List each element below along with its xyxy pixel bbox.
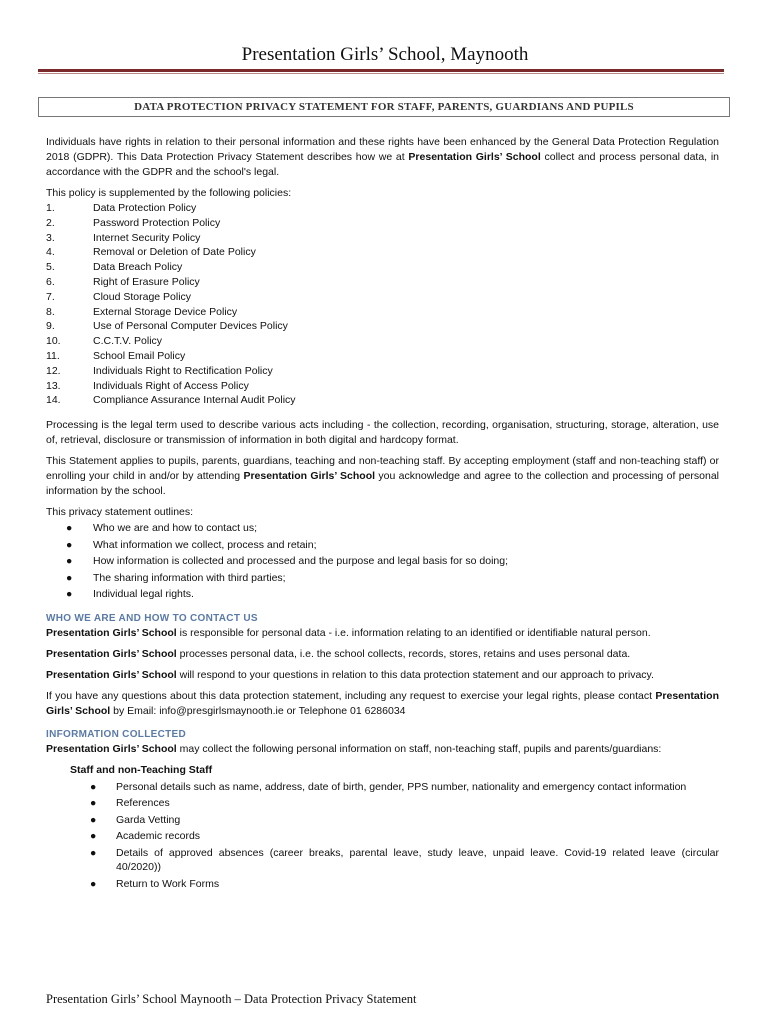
contact-heading: WHO WE ARE AND HOW TO CONTACT US bbox=[46, 612, 258, 624]
policy-item bbox=[46, 364, 719, 379]
policy-item bbox=[46, 260, 719, 275]
policy-item bbox=[46, 275, 719, 290]
policy-number: 8. bbox=[46, 305, 55, 318]
policy-item bbox=[46, 245, 719, 260]
bullet-icon: ● bbox=[90, 846, 97, 859]
policy-label: Right of Erasure Policy bbox=[93, 275, 200, 288]
policy-item bbox=[46, 349, 719, 364]
policy-label: Individuals Right to Rectification Policy bbox=[93, 364, 273, 377]
staff-info-item bbox=[70, 877, 719, 892]
policy-label: Compliance Assurance Internal Audit Policy bbox=[93, 394, 296, 407]
staff-info-text: References bbox=[116, 797, 170, 810]
applies-text-end: you acknowledge and agree to the collection and processing of personal information by the school. bbox=[46, 470, 719, 498]
staff-info-item bbox=[70, 780, 719, 795]
collected-text: may collect the following personal information on staff, non-teaching staff, pupils and parents/guardians: bbox=[176, 742, 662, 755]
outline-text: Individual legal rights. bbox=[93, 588, 194, 601]
policy-label: Cloud Storage Policy bbox=[93, 290, 192, 303]
policy-number: 12. bbox=[46, 364, 61, 377]
outline-text: The sharing information with third parties; bbox=[93, 571, 286, 584]
policy-label: Use of Personal Computer Devices Policy bbox=[93, 320, 288, 333]
policy-item bbox=[46, 201, 719, 216]
policy-number: 3. bbox=[46, 231, 55, 244]
contact-text: processes personal data, i.e. the school collects, records, stores, retains and uses personal data. bbox=[176, 647, 631, 660]
policy-label: Password Protection Policy bbox=[93, 216, 221, 229]
policy-label: C.C.T.V. Policy bbox=[93, 335, 163, 348]
policy-label: Data Protection Policy bbox=[93, 202, 197, 214]
contact-details: by Email: info@presgirlsmaynooth.ie or Telephone 01 6286034 bbox=[110, 704, 406, 717]
policy-label: School Email Policy bbox=[93, 349, 186, 362]
outline-item bbox=[46, 586, 719, 603]
policy-number: 11. bbox=[46, 349, 60, 362]
statement-title-box: DATA PROTECTION PRIVACY STATEMENT FOR STAFF, PARENTS, GUARDIANS AND PUPILS bbox=[38, 97, 730, 117]
intro-text: Individuals have rights in relation to their personal information and these rights have been enhanced by the General Data Protection Regulation 2018 (GDPR). This Data Protection Privacy Statement describes how we at bbox=[46, 136, 719, 163]
bullet-icon: ● bbox=[66, 571, 73, 584]
policy-label: Individuals Right of Access Policy bbox=[93, 379, 249, 392]
outline-lead: This privacy statement outlines: bbox=[46, 506, 194, 519]
policy-label: Removal or Deletion of Date Policy bbox=[93, 246, 256, 259]
bullet-icon: ● bbox=[90, 830, 97, 843]
policy-number: 9. bbox=[46, 320, 55, 333]
collected-heading: INFORMATION COLLECTED bbox=[46, 728, 186, 740]
policies-lead: This policy is supplemented by the following policies: bbox=[46, 187, 292, 199]
staff-info-list bbox=[46, 780, 719, 892]
outline-text: Who we are and how to contact us; bbox=[93, 522, 258, 535]
school-name: Presentation Girls’ School bbox=[408, 151, 541, 163]
page-footer: Presentation Girls’ School Maynooth – Data Protection Privacy Statement bbox=[46, 992, 417, 1006]
policy-list bbox=[46, 201, 719, 408]
policy-number: 13. bbox=[46, 379, 61, 392]
bullet-icon: ● bbox=[90, 877, 97, 890]
school-title: Presentation Girls’ School, Maynooth bbox=[241, 44, 529, 65]
outline-item bbox=[46, 570, 719, 587]
school-name: Presentation Girls’ School bbox=[46, 626, 177, 639]
contact-text: will respond to your questions in relation to this data protection statement and our approach to privacy. bbox=[176, 668, 654, 681]
policy-number: 2. bbox=[46, 216, 55, 229]
staff-info-text: Return to Work Forms bbox=[116, 877, 220, 890]
staff-info-item bbox=[70, 796, 719, 811]
contact-paragraph-4 bbox=[46, 689, 719, 719]
intro-paragraph bbox=[46, 135, 719, 180]
document-body bbox=[46, 135, 719, 895]
policy-label: Data Breach Policy bbox=[93, 261, 183, 274]
school-name: Presentation Girls’ School bbox=[46, 647, 177, 660]
header-divider-thin bbox=[38, 73, 724, 74]
policy-item bbox=[46, 379, 719, 394]
policy-item bbox=[46, 216, 719, 231]
policy-item bbox=[46, 231, 719, 246]
applies-paragraph bbox=[46, 454, 719, 499]
outline-text: How information is collected and processed and the purpose and legal basis for so doing; bbox=[93, 555, 509, 568]
policy-number: 5. bbox=[46, 261, 55, 274]
school-name: Presentation Girls’ School bbox=[46, 742, 177, 755]
applies-text: This Statement applies to pupils, parents, guardians, teaching and non-teaching staff. By accepting employment (staff and non-teaching staff) or enrolling your child in and/or by attending bbox=[46, 455, 719, 483]
intro-text-end: collect and process personal data, in accordance with the GDPR and the school's legal. bbox=[46, 151, 720, 178]
school-name: Presentation Girls’ School bbox=[46, 668, 177, 681]
outline-item bbox=[46, 553, 719, 570]
contact-text: is responsible for personal data - i.e. information relating to an identified or identifiable natural person. bbox=[176, 626, 651, 639]
bullet-icon: ● bbox=[66, 522, 73, 535]
header-divider bbox=[38, 69, 724, 72]
staff-info-text: Personal details such as name, address, date of birth, gender, PPS number, nationality and emergency contact information bbox=[116, 780, 687, 793]
policy-number: 1. bbox=[46, 202, 55, 214]
policy-number: 7. bbox=[46, 290, 55, 303]
staff-subheading: Staff and non-Teaching Staff bbox=[70, 763, 213, 776]
outline-text: What information we collect, process and retain; bbox=[93, 538, 317, 551]
policy-number: 10. bbox=[46, 335, 61, 348]
school-name: Presentation Girls’ School bbox=[243, 470, 376, 483]
bullet-icon: ● bbox=[90, 797, 97, 810]
contact-paragraph-1 bbox=[46, 626, 719, 641]
collected-intro bbox=[46, 742, 719, 757]
outline-list bbox=[46, 520, 719, 603]
policy-label: External Storage Device Policy bbox=[93, 305, 238, 318]
policy-item bbox=[46, 305, 719, 320]
policy-item bbox=[46, 319, 719, 334]
policy-label: Internet Security Policy bbox=[93, 231, 201, 244]
policy-number: 4. bbox=[46, 246, 55, 259]
policy-number: 14. bbox=[46, 394, 61, 407]
policy-number: 6. bbox=[46, 275, 55, 288]
school-name: Presentation Girls’ School bbox=[46, 689, 719, 717]
bullet-icon: ● bbox=[90, 813, 97, 826]
policy-item bbox=[46, 393, 719, 408]
outline-item bbox=[46, 520, 719, 537]
contact-paragraph-2 bbox=[46, 647, 719, 662]
bullet-icon: ● bbox=[90, 780, 97, 793]
staff-info-item bbox=[70, 813, 719, 828]
bullet-icon: ● bbox=[66, 588, 73, 601]
staff-info-text: Details of approved absences (career breaks, parental leave, study leave, unpaid leave. Covid-19 related leave (circular 40/2020)) bbox=[116, 846, 719, 874]
policy-item bbox=[46, 334, 719, 349]
policy-item bbox=[46, 290, 719, 305]
staff-info-text: Garda Vetting bbox=[116, 813, 181, 826]
bullet-icon: ● bbox=[66, 538, 73, 551]
outline-item bbox=[46, 537, 719, 554]
contact-paragraph-3 bbox=[46, 668, 719, 683]
contact-text: If you have any questions about this data protection statement, including any request to exercise your legal rights, please contact bbox=[46, 689, 656, 702]
processing-paragraph: Processing is the legal term used to describe various acts including - the collection, recording, organisation, structuring, storage, alteration, use of, retrieval, disclosure or transmission of information in both digital and hardcopy format. bbox=[46, 419, 719, 447]
bullet-icon: ● bbox=[66, 555, 73, 568]
staff-info-item bbox=[70, 829, 719, 844]
staff-info-text: Academic records bbox=[116, 830, 201, 843]
staff-info-item bbox=[70, 846, 719, 875]
